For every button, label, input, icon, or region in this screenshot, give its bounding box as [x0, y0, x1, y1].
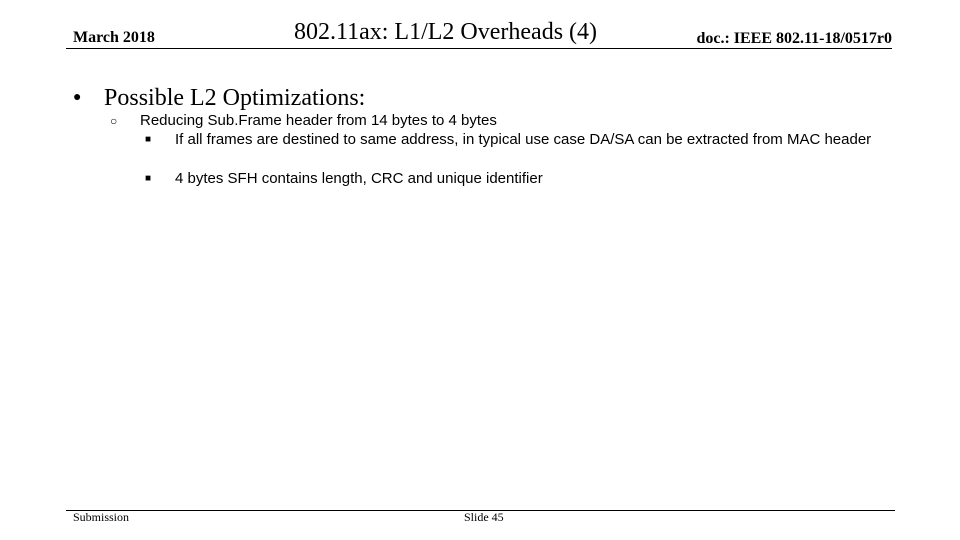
filled-circle-bullet-icon: ●	[73, 90, 82, 105]
bullet-level3	[145, 130, 895, 149]
bullet-level3-text: 4 bytes SFH contains length, CRC and unique identifier	[175, 170, 543, 187]
slide-title: 802.11ax: L1/L2 Overheads (4)	[294, 19, 598, 45]
bullet-level3	[145, 169, 895, 188]
header-date: March 2018	[73, 29, 155, 46]
bullet-level2-text: Reducing Sub.Frame header from 14 bytes to 4 bytes	[140, 112, 497, 129]
header-rule	[66, 48, 892, 49]
bullet-level3-text: If all frames are destined to same address, in typical use case DA/SA can be extracted from MAC header	[175, 131, 872, 148]
square-bullet-icon: ■	[145, 134, 152, 145]
bullet-level1-text: Possible L2 Optimizations:	[104, 85, 366, 111]
document-id: doc.: IEEE 802.11-18/0517r0	[696, 30, 892, 47]
square-bullet-icon: ■	[145, 173, 152, 184]
bullet-level2	[110, 112, 497, 130]
slide-number: Slide 45	[464, 510, 504, 524]
hollow-circle-bullet-icon: ○	[110, 114, 118, 128]
footer-submission: Submission	[73, 510, 130, 524]
